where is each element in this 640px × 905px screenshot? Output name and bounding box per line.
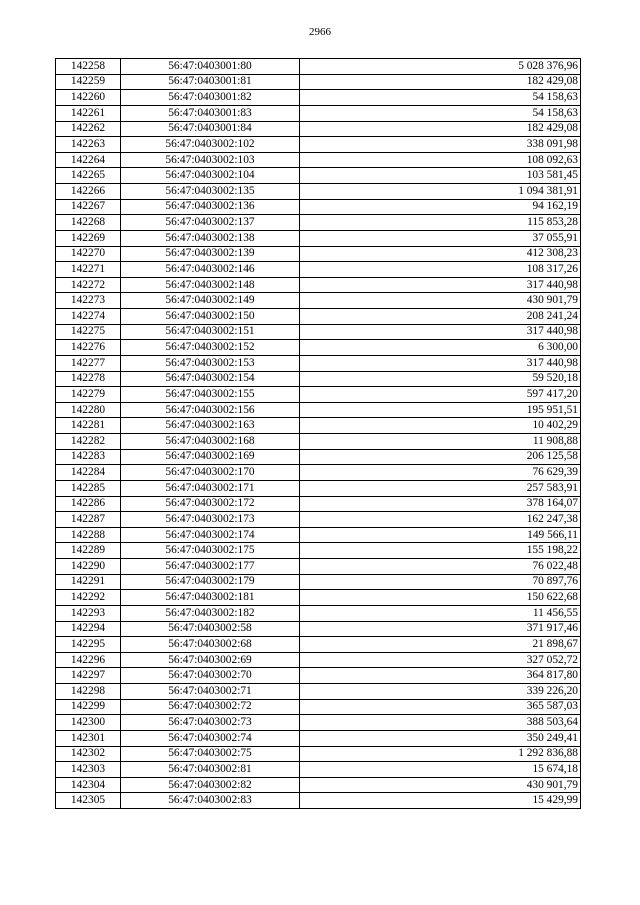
cadastral-number-cell: 56:47:0403002:168	[121, 434, 300, 450]
table-row	[56, 371, 581, 387]
cadastral-number-cell: 56:47:0403002:169	[121, 449, 300, 465]
value-cell: 149 566,11	[300, 527, 581, 543]
cadastral-number-cell: 56:47:0403002:72	[121, 699, 300, 715]
table-row	[56, 137, 581, 153]
value-cell: 378 164,07	[300, 496, 581, 512]
cadastral-number-cell: 56:47:0403002:69	[121, 652, 300, 668]
value-cell: 338 091,98	[300, 137, 581, 153]
cadastral-number-cell: 56:47:0403002:71	[121, 684, 300, 700]
table-row	[56, 199, 581, 215]
table-row	[56, 668, 581, 684]
row-number-cell: 142301	[56, 730, 121, 746]
table-row	[56, 434, 581, 450]
cadastral-number-cell: 56:47:0403002:139	[121, 246, 300, 262]
row-number-cell: 142259	[56, 74, 121, 90]
row-number-cell: 142293	[56, 605, 121, 621]
cadastral-number-cell: 56:47:0403002:70	[121, 668, 300, 684]
value-cell: 6 300,00	[300, 340, 581, 356]
row-number-cell: 142299	[56, 699, 121, 715]
cadastral-number-cell: 56:47:0403002:175	[121, 543, 300, 559]
table-row	[56, 121, 581, 137]
value-cell: 1 292 836,88	[300, 746, 581, 762]
value-cell: 21 898,67	[300, 637, 581, 653]
value-cell: 11 908,88	[300, 434, 581, 450]
cadastral-number-cell: 56:47:0403001:81	[121, 74, 300, 90]
cadastral-number-cell: 56:47:0403002:83	[121, 793, 300, 809]
cadastral-number-cell: 56:47:0403002:174	[121, 527, 300, 543]
value-cell: 94 162,19	[300, 199, 581, 215]
registry-table	[55, 58, 581, 809]
value-cell: 115 853,28	[300, 215, 581, 231]
row-number-cell: 142302	[56, 746, 121, 762]
row-number-cell: 142305	[56, 793, 121, 809]
row-number-cell: 142298	[56, 684, 121, 700]
table-row	[56, 59, 581, 75]
table-row	[56, 340, 581, 356]
table-row	[56, 512, 581, 528]
value-cell: 195 951,51	[300, 402, 581, 418]
value-cell: 150 622,68	[300, 590, 581, 606]
table-row	[56, 355, 581, 371]
value-cell: 76 629,39	[300, 465, 581, 481]
row-number-cell: 142283	[56, 449, 121, 465]
cadastral-number-cell: 56:47:0403002:151	[121, 324, 300, 340]
cadastral-number-cell: 56:47:0403002:102	[121, 137, 300, 153]
value-cell: 103 581,45	[300, 168, 581, 184]
table-row	[56, 293, 581, 309]
table-row	[56, 637, 581, 653]
value-cell: 15 429,99	[300, 793, 581, 809]
table-row	[56, 418, 581, 434]
cadastral-number-cell: 56:47:0403002:149	[121, 293, 300, 309]
cadastral-number-cell: 56:47:0403002:103	[121, 152, 300, 168]
row-number-cell: 142291	[56, 574, 121, 590]
cadastral-number-cell: 56:47:0403002:68	[121, 637, 300, 653]
row-number-cell: 142258	[56, 59, 121, 75]
cadastral-number-cell: 56:47:0403002:173	[121, 512, 300, 528]
cadastral-number-cell: 56:47:0403002:82	[121, 777, 300, 793]
value-cell: 54 158,63	[300, 105, 581, 121]
value-cell: 5 028 376,96	[300, 59, 581, 75]
value-cell: 15 674,18	[300, 762, 581, 778]
value-cell: 11 456,55	[300, 605, 581, 621]
table-row	[56, 652, 581, 668]
row-number-cell: 142304	[56, 777, 121, 793]
row-number-cell: 142284	[56, 465, 121, 481]
table-row	[56, 168, 581, 184]
table-row	[56, 762, 581, 778]
value-cell: 317 440,98	[300, 324, 581, 340]
row-number-cell: 142263	[56, 137, 121, 153]
value-cell: 208 241,24	[300, 309, 581, 325]
row-number-cell: 142272	[56, 277, 121, 293]
row-number-cell: 142303	[56, 762, 121, 778]
value-cell: 1 094 381,91	[300, 184, 581, 200]
table-row	[56, 496, 581, 512]
value-cell: 371 917,46	[300, 621, 581, 637]
value-cell: 10 402,29	[300, 418, 581, 434]
table-row	[56, 387, 581, 403]
cadastral-number-cell: 56:47:0403002:58	[121, 621, 300, 637]
value-cell: 365 587,03	[300, 699, 581, 715]
table-row	[56, 465, 581, 481]
row-number-cell: 142289	[56, 543, 121, 559]
row-number-cell: 142292	[56, 590, 121, 606]
table-row	[56, 449, 581, 465]
row-number-cell: 142286	[56, 496, 121, 512]
table-row	[56, 309, 581, 325]
cadastral-number-cell: 56:47:0403002:75	[121, 746, 300, 762]
table-row	[56, 777, 581, 793]
table-row	[56, 324, 581, 340]
row-number-cell: 142262	[56, 121, 121, 137]
row-number-cell: 142288	[56, 527, 121, 543]
value-cell: 59 520,18	[300, 371, 581, 387]
table-row	[56, 90, 581, 106]
row-number-cell: 142294	[56, 621, 121, 637]
value-cell: 430 901,79	[300, 293, 581, 309]
cadastral-number-cell: 56:47:0403002:135	[121, 184, 300, 200]
table-row	[56, 215, 581, 231]
value-cell: 388 503,64	[300, 715, 581, 731]
row-number-cell: 142266	[56, 184, 121, 200]
row-number-cell: 142285	[56, 480, 121, 496]
row-number-cell: 142280	[56, 402, 121, 418]
cadastral-number-cell: 56:47:0403001:80	[121, 59, 300, 75]
value-cell: 182 429,08	[300, 74, 581, 90]
value-cell: 317 440,98	[300, 277, 581, 293]
table-row	[56, 699, 581, 715]
cadastral-number-cell: 56:47:0403002:163	[121, 418, 300, 434]
value-cell: 70 897,76	[300, 574, 581, 590]
cadastral-number-cell: 56:47:0403002:150	[121, 309, 300, 325]
row-number-cell: 142265	[56, 168, 121, 184]
value-cell: 76 022,48	[300, 559, 581, 575]
row-number-cell: 142297	[56, 668, 121, 684]
value-cell: 182 429,08	[300, 121, 581, 137]
row-number-cell: 142268	[56, 215, 121, 231]
row-number-cell: 142300	[56, 715, 121, 731]
value-cell: 155 198,22	[300, 543, 581, 559]
cadastral-number-cell: 56:47:0403002:74	[121, 730, 300, 746]
table-row	[56, 262, 581, 278]
value-cell: 206 125,58	[300, 449, 581, 465]
value-cell: 317 440,98	[300, 355, 581, 371]
cadastral-number-cell: 56:47:0403001:84	[121, 121, 300, 137]
value-cell: 430 901,79	[300, 777, 581, 793]
table-row	[56, 152, 581, 168]
value-cell: 54 158,63	[300, 90, 581, 106]
row-number-cell: 142282	[56, 434, 121, 450]
row-number-cell: 142278	[56, 371, 121, 387]
cadastral-number-cell: 56:47:0403002:104	[121, 168, 300, 184]
value-cell: 327 052,72	[300, 652, 581, 668]
table-row	[56, 230, 581, 246]
value-cell: 339 226,20	[300, 684, 581, 700]
table-row	[56, 574, 581, 590]
table-row	[56, 793, 581, 809]
cadastral-number-cell: 56:47:0403002:182	[121, 605, 300, 621]
row-number-cell: 142290	[56, 559, 121, 575]
row-number-cell: 142267	[56, 199, 121, 215]
table-row	[56, 480, 581, 496]
row-number-cell: 142261	[56, 105, 121, 121]
page-number: 2966	[309, 26, 331, 38]
table-row	[56, 74, 581, 90]
cadastral-number-cell: 56:47:0403001:83	[121, 105, 300, 121]
cadastral-number-cell: 56:47:0403002:177	[121, 559, 300, 575]
table-row	[56, 559, 581, 575]
table-row	[56, 621, 581, 637]
table-row	[56, 402, 581, 418]
cadastral-number-cell: 56:47:0403002:153	[121, 355, 300, 371]
row-number-cell: 142276	[56, 340, 121, 356]
cadastral-number-cell: 56:47:0403002:181	[121, 590, 300, 606]
row-number-cell: 142295	[56, 637, 121, 653]
row-number-cell: 142269	[56, 230, 121, 246]
table-row	[56, 246, 581, 262]
cadastral-number-cell: 56:47:0403002:170	[121, 465, 300, 481]
cadastral-number-cell: 56:47:0403001:82	[121, 90, 300, 106]
row-number-cell: 142274	[56, 309, 121, 325]
cadastral-number-cell: 56:47:0403002:73	[121, 715, 300, 731]
table-row	[56, 277, 581, 293]
table-row	[56, 684, 581, 700]
cadastral-number-cell: 56:47:0403002:179	[121, 574, 300, 590]
cadastral-number-cell: 56:47:0403002:172	[121, 496, 300, 512]
row-number-cell: 142277	[56, 355, 121, 371]
table-row	[56, 527, 581, 543]
row-number-cell: 142279	[56, 387, 121, 403]
cadastral-number-cell: 56:47:0403002:148	[121, 277, 300, 293]
cadastral-number-cell: 56:47:0403002:138	[121, 230, 300, 246]
row-number-cell: 142275	[56, 324, 121, 340]
cadastral-number-cell: 56:47:0403002:146	[121, 262, 300, 278]
table-row	[56, 715, 581, 731]
row-number-cell: 142296	[56, 652, 121, 668]
row-number-cell: 142273	[56, 293, 121, 309]
row-number-cell: 142287	[56, 512, 121, 528]
registry-table-body	[56, 59, 581, 809]
row-number-cell: 142260	[56, 90, 121, 106]
table-row	[56, 184, 581, 200]
value-cell: 162 247,38	[300, 512, 581, 528]
value-cell: 597 417,20	[300, 387, 581, 403]
value-cell: 108 317,26	[300, 262, 581, 278]
cadastral-number-cell: 56:47:0403002:81	[121, 762, 300, 778]
value-cell: 412 308,23	[300, 246, 581, 262]
row-number-cell: 142271	[56, 262, 121, 278]
cadastral-number-cell: 56:47:0403002:154	[121, 371, 300, 387]
table-row	[56, 105, 581, 121]
table-row	[56, 730, 581, 746]
cadastral-number-cell: 56:47:0403002:137	[121, 215, 300, 231]
value-cell: 37 055,91	[300, 230, 581, 246]
cadastral-number-cell: 56:47:0403002:156	[121, 402, 300, 418]
cadastral-number-cell: 56:47:0403002:136	[121, 199, 300, 215]
row-number-cell: 142264	[56, 152, 121, 168]
value-cell: 350 249,41	[300, 730, 581, 746]
value-cell: 257 583,91	[300, 480, 581, 496]
table-row	[56, 543, 581, 559]
value-cell: 364 817,80	[300, 668, 581, 684]
cadastral-number-cell: 56:47:0403002:171	[121, 480, 300, 496]
value-cell: 108 092,63	[300, 152, 581, 168]
row-number-cell: 142281	[56, 418, 121, 434]
table-row	[56, 590, 581, 606]
table-row	[56, 605, 581, 621]
row-number-cell: 142270	[56, 246, 121, 262]
cadastral-number-cell: 56:47:0403002:155	[121, 387, 300, 403]
cadastral-number-cell: 56:47:0403002:152	[121, 340, 300, 356]
table-row	[56, 746, 581, 762]
